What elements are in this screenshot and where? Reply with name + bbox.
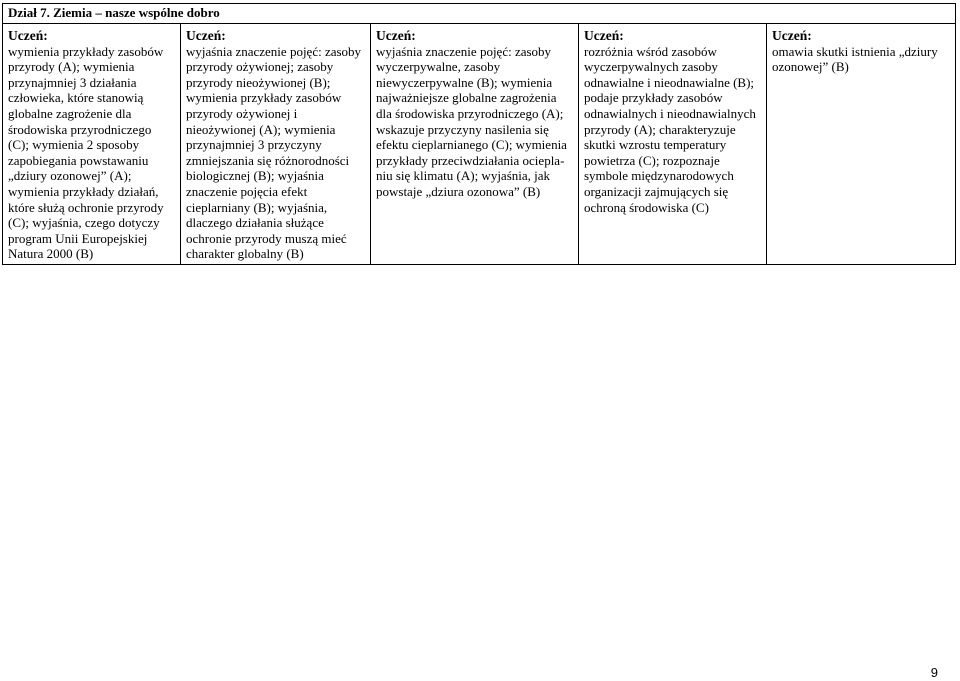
column-heading: Uczeń: [584,27,624,43]
column-heading: Uczeń: [8,27,48,43]
requirements-row [3,23,956,264]
grade-column-1 [3,23,181,264]
column-text: rozróżnia wśród zasobów wyczerpywalnych zasoby odnawialne i nieodnawialne (B); podaje przykłady zasobów odnawialnych i nieodnawialnych przyrody (A); charakteryzuje skutki wzrostu temperatury powietrza (C); rozpoznaje symbole międzynarodowych organizacji zajmujących się ochroną środowiska (C) [584,43,756,215]
column-heading: Uczeń: [772,27,812,43]
column-text: wymienia przykłady zasobów przyrody (A); wymienia przynajmniej 3 działania człowieka, które stanowią globalne zagrożenie dla środowiska przyrodniczego (C); wymienia 2 sposoby zapobiegania powstawaniu „dziury ozonowej” (A); wymienia przykłady działań, które służą ochronie przyrody (C); wyjaśnia, czego dotyczy program Unii Europejskiej Natura 2000 (B) [8,43,164,262]
column-text: wyjaśnia znaczenie pojęć: zasoby wyczerpywalne, zasoby niewyczerpywalne (B); wymienia najważniejsze globalne zagrożenia dla środowiska przyrodniczego (A); wskazuje przyczyny nasilenia się efektu cieplarnianego (C); wymienia przykłady przeciwdziałania ocieplaniu się klimatu (A); wyjaśnia, jak powstaje „dziura ozonowa” (B) [376,43,567,199]
grade-column-3 [371,23,579,264]
column-text: wyjaśnia znaczenie pojęć: zasoby przyrody ożywionej; zasoby przyrody nieożywionej (B); wymienia przykłady zasobów przyrody ożywionej i nieożywionej (A); wymienia przynajmniej 3 przyczyny zmniejszania się różnorodności biologicznej (B); wyjaśnia znaczenie pojęcia efekt cieplarniany (B); wyjaśnia, dlaczego działania służące ochronie przyrody muszą mieć charakter globalny (B) [186,43,362,262]
grade-column-5 [767,23,956,264]
requirements-table [2,3,956,265]
column-heading: Uczeń: [376,27,416,43]
grade-column-2 [181,23,371,264]
section-title-row [3,4,956,24]
section-title: Dział 7. Ziemia – nasze wspólne dobro [3,4,956,24]
page-number: 9 [930,665,938,680]
grade-column-4 [579,23,767,264]
column-heading: Uczeń: [186,27,226,43]
column-text: omawia skutki istnienia „dziury ozonowej” (B) [772,43,938,75]
